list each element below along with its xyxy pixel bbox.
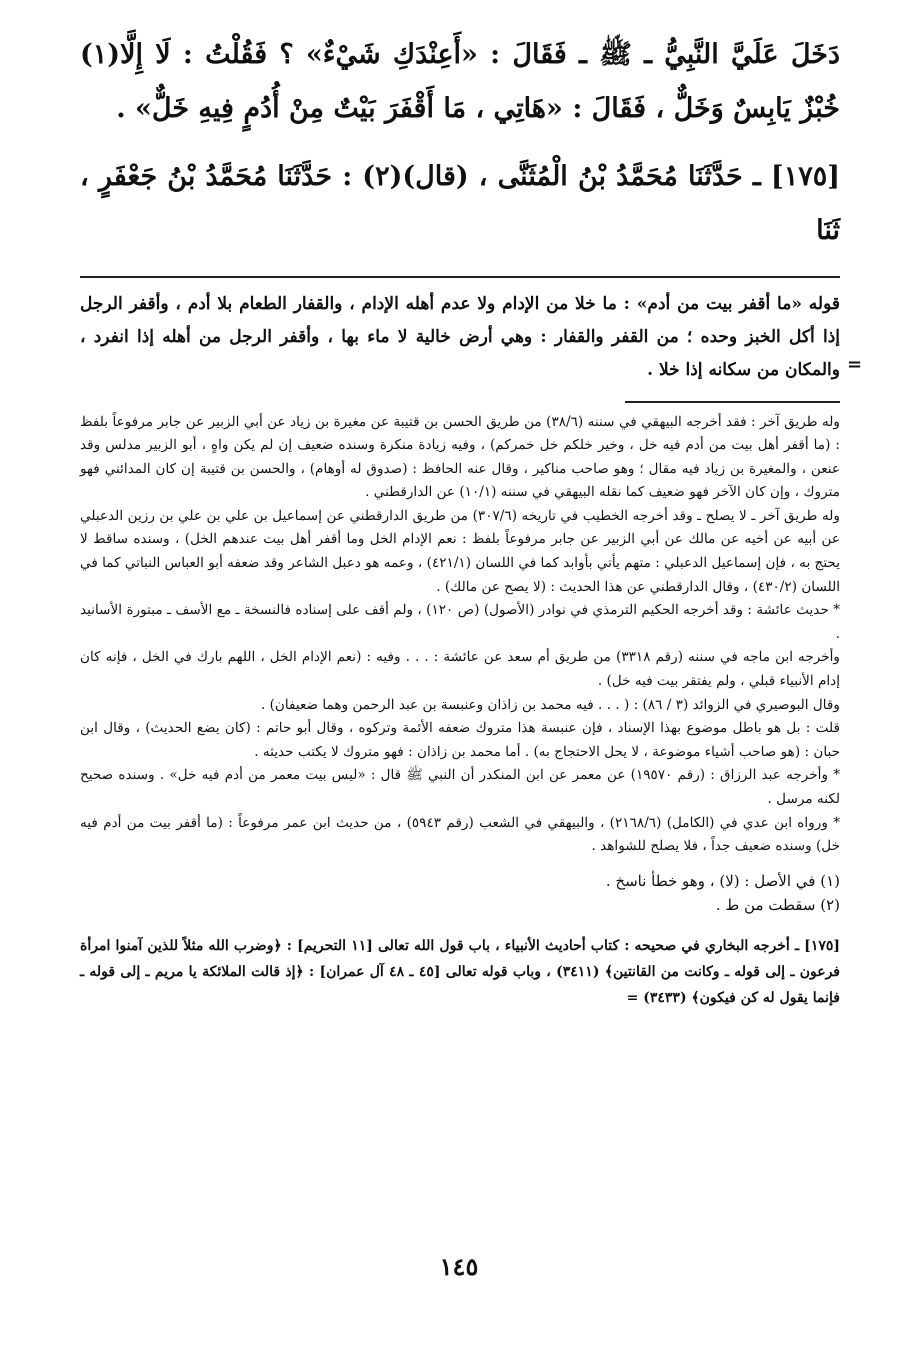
footnotes: [80, 869, 840, 917]
page-number: ١٤٥: [439, 1252, 479, 1281]
takhrij-notes: [80, 411, 840, 859]
note-paragraph: * حديث عائشة : وقد أخرجه الحكيم الترمذي في نوادر (الأصول) (ص ١٢٠) ، ولم أقف على إسناده فالنسخة ـ مع الأسف ـ مبتورة الأسانيد .: [80, 602, 840, 642]
main-hadith-text: [80, 28, 840, 258]
commentary-block: [80, 288, 840, 387]
note-paragraph: وله طريق آخر ـ لا يصلح ـ وقد أخرجه الخطيب في تاريخه (٣٠٧/٦) من طريق الدارقطني عن إسماعيل بن علي بن علي بن رزين الدعبلي عن أبيه عن أخيه عن مالك عن أبي الزبير عن جابر مرفوعاً بلفظ : نعم الإدام الخل وما أقفر أهل بيت عندهم الخل) ، وسنده ساقط لا يحتج به ، فإن إسماعيل الدعبلي : متهم يأتي بأوابد كما في اللسان (٤٢١/١) ، وعمه هو دعبل الشاعر وقد ضعفه أبو العباس النباتي كما في اللسان (٤٣٠/٢) ، وقال الدارقطني عن هذا الحديث : (لا يصح عن مالك) .: [79, 507, 840, 595]
footnote: (١) في الأصل : (لا) ، وهو خطأ ناسخ .: [605, 871, 840, 890]
note-paragraph: وأخرجه ابن ماجه في سننه (رقم ٣٣١٨) من طريق أم سعد عن عائشة : . . . وفيه : (نعم الإدام الخل ، اللهم بارك في الخل ، فإنه كان إدام الأنبياء قبلي ، ولم يفتقر بيت فيه خل) .: [80, 649, 840, 690]
note-paragraph: * وأخرجه عبد الرزاق : (رقم ١٩٥٧٠) عن معمر عن ابن المنكدر أن النبي ﷺ قال : «ليس بيت معمر من أدم فيه خل» . وسنده صحيح لكنه مرسل .: [80, 767, 841, 807]
footnote: (٢) سقطت من ط .: [715, 895, 840, 914]
section-divider: [80, 276, 840, 278]
continuation-mark: =: [847, 354, 863, 375]
note-paragraph: * ورواه ابن عدي في (الكامل) (٢١٦٨/٦) ، والبيهقي في الشعب (رقم ٥٩٤٣) ، من حديث ابن عمر مرفوعاً : (ما أقفر بيت من أدم فيه خل) وسنده ضعيف جداً ، فلا يصلح للشواهد .: [80, 814, 840, 855]
main-paragraph: دَخَلَ عَلَيَّ النَّبِيُّ ـ ﷺ ـ فَقَالَ : «أَعِنْدَكِ شَيْءٌ» ؟ فَقُلْتُ : لَا إِلَّا(١) خُبْزٌ يَابِسٌ وَخَلٌّ ، فَقَالَ : «هَاتِي ، مَا أَقْفَرَ بَيْتٌ مِنْ أُدُمٍ فِيهِ خَلٌّ» .: [80, 39, 840, 124]
page-content: [80, 28, 840, 1011]
note-paragraph: وقال البوصيري في الزوائد (٣ / ٨٦) : ( . . . فيه محمد بن زاذان وعنبسة بن عبد الرحمن وهما ضعيفان) .: [260, 696, 840, 713]
note-paragraph: وله طريق آخر : فقد أخرجه البيهقي في سننه (٣٨/٦) من طريق الحسن بن قتيبة عن مغيرة بن زياد عن أبي الزبير عن جابر مرفوعاً بلفظ : (ما أقفر أهل بيت من أدم فيه خل ، وخير خلكم خل خمركم) ، وفيه زيادة منكرة وسنده ضعيف إن لم يكن واهٍ ، أبو الزبير مدلس وقد عنعن ، والمغيرة بن زياد فيه مقال ؛ وهو صاحب مناكير ، وقال عنه الحافظ : (صدوق له أوهام) ، والحسن بن قتيبة إن كان المدائني فهو متروك ، وإن كان الآخر فهو ضعيف كما نقله البيهقي في سننه (١٠/١) عن الدارقطني .: [80, 413, 840, 501]
main-paragraph: [١٧٥] ـ حَدَّثَنَا مُحَمَّدُ بْنُ الْمُثَنَّى ، (قال)(٢) : حَدَّثَنَا مُحَمَّدُ بْنُ جَعْفَرٍ ، ثَنَا: [80, 161, 840, 246]
cross-reference-text: [١٧٥] ـ أخرجه البخاري في صحيحه : كتاب أحاديث الأنبياء ، باب قول الله تعالى [١١ التحريم] : ﴿وضرب الله مثلاً للذين آمنوا امرأة فرعون ـ إلى قوله ـ وكانت من القانتين﴾ (٣٤١١) ، وباب قوله تعالى [٤٥ ـ ٤٨ آل عمران] : ﴿إذ قالت الملائكة يا مريم ـ إلى قوله ـ فإنما يقول له كن فيكون﴾ (٣٤٣٣) =: [80, 937, 840, 1006]
footnote-divider: [625, 401, 840, 403]
note-paragraph: قلت : بل هو باطل موضوع بهذا الإسناد ، فإن عنبسة هذا متروك ضعفه الأئمة وتركوه ، وقال أبو حاتم : (كان يضع الحديث) ، وقال ابن حبان : (هو صاحب أشياء موضوعة ، لا يحل الاحتجاج به) . أما محمد بن زاذان : فهو متروك لا يكتب حديثه .: [80, 720, 840, 760]
cross-reference: [80, 933, 840, 1011]
commentary-text: قوله «ما أقفر بيت من أدم» : ما خلا من الإدام ولا عدم أهله الإدام ، والقفار الطعام بلا أدم ، وأقفر الرجل إذا أكل الخبز وحده ؛ من القفر والقفار : وهي أرض خالية لا ماء بها ، وأقفر الرجل من أهله إذا انفرد ، والمكان من سكانه إذا خلا .: [80, 294, 840, 380]
